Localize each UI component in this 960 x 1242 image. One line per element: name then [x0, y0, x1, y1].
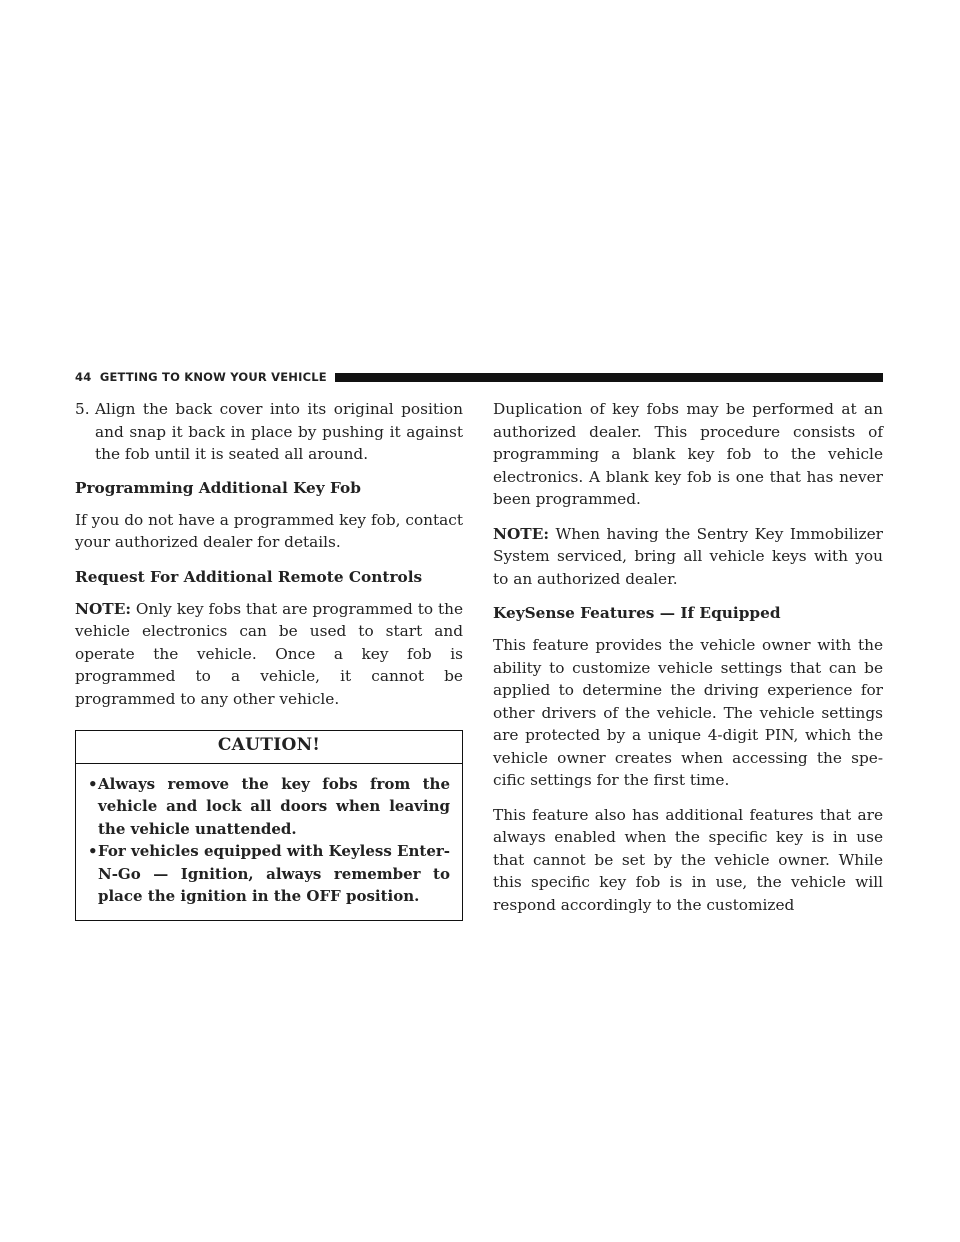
header-rule: [335, 373, 883, 382]
step-number: 5.: [75, 400, 90, 418]
caution-item: [88, 840, 450, 908]
keysense-heading: KeySense Features — If Equipped: [493, 604, 781, 622]
caution-list: [76, 764, 462, 920]
page-number-and-section: [75, 370, 327, 384]
left-column: [75, 398, 463, 921]
programming-heading: Programming Additional Key Fob: [75, 478, 361, 497]
request-note: [75, 598, 463, 711]
step-text: Align the back cover into its original position and snap it back in place by pushing it against the fob until it is seated all around.: [95, 400, 463, 463]
right-column: [493, 398, 883, 928]
bullet-icon: •: [88, 774, 98, 793]
duplication-paragraph: Duplication of key fobs may be performed at an authorized dealer. This procedure consists of programming a blank key fob to the vehicle electronics. A blank key fob is one that has never been programmed.: [493, 400, 883, 508]
note-text: Only key fobs that are programmed to the vehicle electronics can be used to start and operate the vehicle. Once a key fob is programmed to a vehicle, it cannot be programmed to any other vehicle.: [75, 599, 463, 708]
step-5: [75, 398, 463, 466]
caution-box: [75, 730, 463, 921]
note-label: NOTE:: [75, 599, 131, 618]
keysense-paragraph-1: This feature provides the vehicle owner with the ability to customize vehicle settings that can be applied to determine the driving experience for other drivers of the vehicle. The vehicle settings are protected by a unique 4-digit PIN, which the vehicle owner creates when accessing the spe-cific settings for the first time.: [493, 636, 883, 789]
page-number: 44: [75, 370, 92, 384]
caution-item-text: Always remove the key fobs from the vehicle and lock all doors when leaving the vehicle unattended.: [98, 774, 450, 838]
sentry-note: [493, 523, 883, 591]
caution-title: CAUTION!: [76, 731, 462, 764]
section-title: GETTING TO KNOW YOUR VEHICLE: [99, 370, 327, 384]
bullet-icon: •: [88, 842, 98, 860]
programming-paragraph: If you do not have a programmed key fob, contact your authorized dealer for details.: [75, 510, 463, 551]
page-header: [75, 369, 883, 385]
request-heading: Request For Additional Remote Controls: [75, 567, 423, 586]
caution-item: [88, 773, 450, 841]
note-text: When having the Sentry Key Immobilizer System serviced, bring all vehicle keys with you to an authorized dealer.: [493, 524, 883, 588]
keysense-paragraph-2: This feature also has additional features that are always enabled when the specific key is in use that cannot be set by the vehicle owner. While this specific key fob is in use, the vehicle will respond accordingly to the customized: [493, 805, 883, 914]
note-label: NOTE:: [493, 524, 549, 543]
caution-item-text: For vehicles equipped with Keyless Enter-N-Go — Ignition, always remember to place the ignition in the OFF position.: [98, 842, 450, 905]
